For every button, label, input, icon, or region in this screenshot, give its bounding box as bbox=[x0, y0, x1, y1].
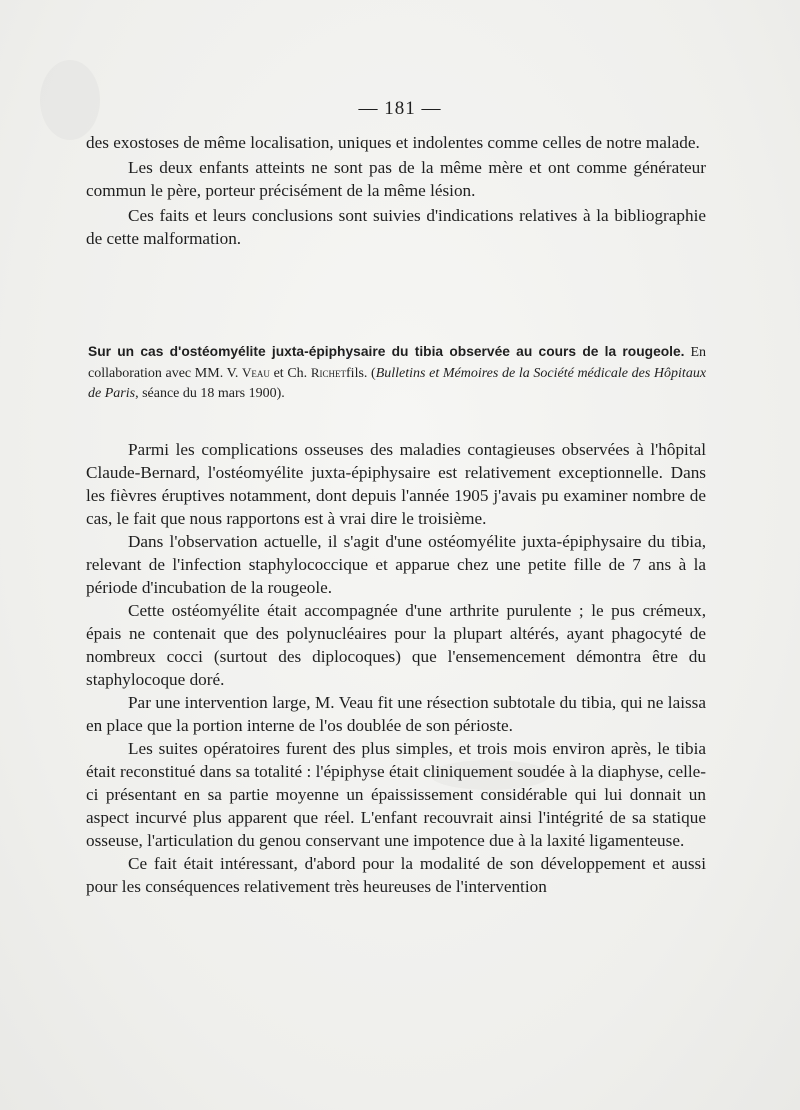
paragraph: Ce fait était intéressant, d'abord pour la modalité de son développement et aussi pour les conséquences relativement très heureuses de l'intervention bbox=[86, 854, 706, 896]
paragraph: des exostoses de même localisation, uniques et indolentes comme celles de notre malade. bbox=[86, 133, 700, 152]
paragraph: Les suites opératoires furent des plus simples, et trois mois environ après, le tibia était reconstitué dans sa totalité : l'épiphyse était cliniquement soudée à la diaphyse, celle-ci présentant en sa partie moyenne un épaississement considérable qui lui donnait un aspect incurvé plus apparent que réel. L'enfant recouvrait ainsi l'intégrité de sa statique osseuse, l'articulation du genou conservant une impotence due à la laxité ligamenteuse. bbox=[86, 739, 706, 850]
paragraph: Dans l'observation actuelle, il s'agit d'une ostéomyélite juxta-épiphysaire du tibia, relevant de l'infection staphylococcique et apparue chez une petite fille de 7 ans à la période d'incubation de la rougeole. bbox=[86, 532, 706, 597]
author-name: Richet bbox=[310, 365, 347, 380]
collaboration-suffix: fils. ( bbox=[346, 366, 376, 381]
paragraph: Par une intervention large, M. Veau fit une résection subtotale du tibia, qui ne laissa en place que la portion interne de l'os doublée de son périoste. bbox=[86, 693, 706, 735]
collaboration-prefix: En collaboration avec MM. V. bbox=[88, 345, 707, 381]
journal-name: Bulletins et Mémoires de la Société médicale des Hôpitaux de Paris bbox=[88, 366, 707, 401]
paper-title: Sur un cas d'ostéomyélite juxta-épiphysaire du tibia observée au cours de la rougeole. bbox=[88, 344, 685, 359]
paragraph: Parmi les complications osseuses des maladies contagieuses observées à l'hôpital Claude-Bernard, l'ostéomyélite juxta-épiphysaire est relativement exceptionnelle. Dans les fièvres éruptives notamment, dont depuis l'année 1905 j'avais pu examiner nombre de cas, le fait que nous rapportons est à vrai dire le troisième. bbox=[86, 440, 706, 528]
session-date: , séance du 18 mars 1900). bbox=[135, 386, 285, 401]
page-number: — 181 — bbox=[358, 98, 442, 119]
author-name: Veau bbox=[242, 365, 270, 380]
intro-section bbox=[86, 131, 706, 250]
bibliography-entry bbox=[88, 342, 706, 404]
collaboration-middle: et Ch. bbox=[273, 366, 308, 381]
paragraph: Ces faits et leurs conclusions sont suivies d'indications relatives à la bibliographie de cette malformation. bbox=[86, 206, 706, 248]
body-section bbox=[86, 438, 706, 898]
paragraph: Cette ostéomyélite était accompagnée d'une arthrite purulente ; le pus crémeux, épais ne contenait que des polynucléaires pour la plupart altérés, ayant phagocyté de nombreux cocci (surtout des diplocoques) que l'ensemencement démontra être du staphylocoque doré. bbox=[86, 601, 706, 689]
paragraph: Les deux enfants atteints ne sont pas de la même mère et ont comme générateur commun le père, porteur précisément de la même lésion. bbox=[86, 158, 706, 200]
